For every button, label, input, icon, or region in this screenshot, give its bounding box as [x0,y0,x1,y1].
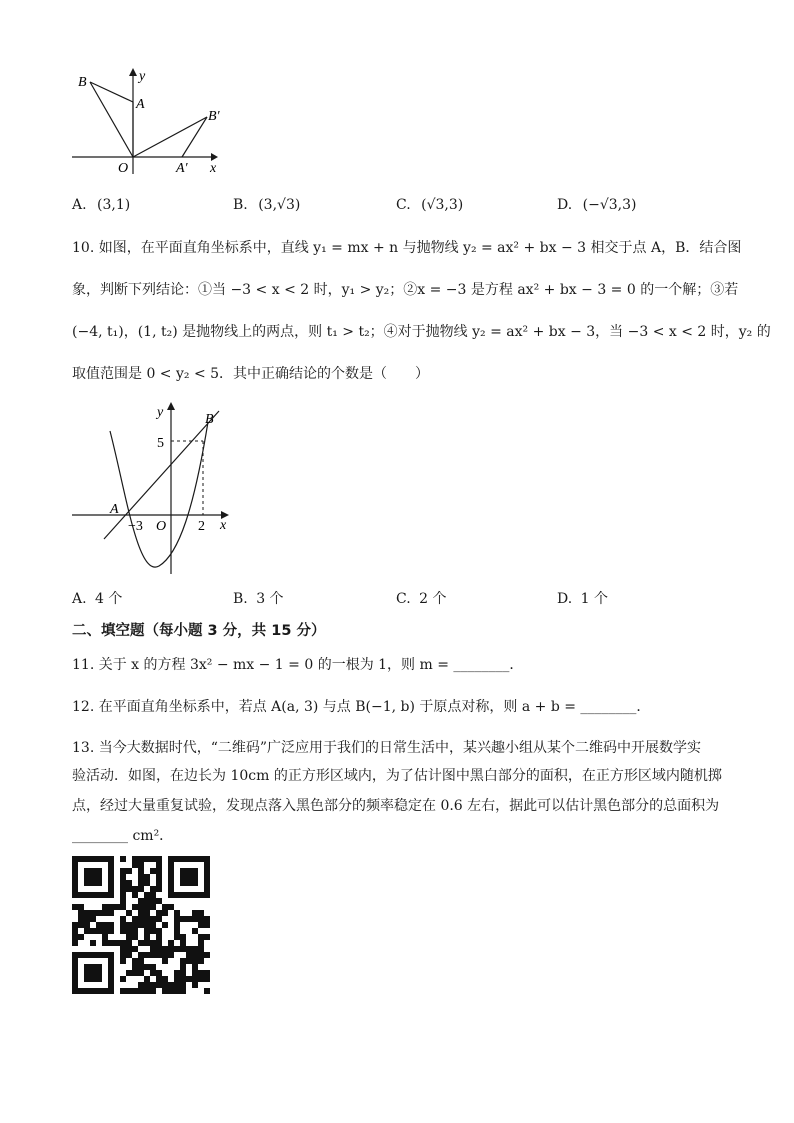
figure-q10 [66,398,246,578]
q9-option-c: C. (√3,3) [396,197,464,213]
label-B: B [205,412,214,427]
q10-line-3: (−4, t₁)，(1, t₂) 是抛物线上的两点，则 t₁ > t₂；④对于抛物线 y₂ = ax² + bx − 3，当 −3 < x < 2 时，y₂ 的 [72,324,771,340]
label-O: O [156,519,167,534]
label-minus-3: −3 [128,519,143,534]
label-A-prime: A′ [176,161,188,176]
label-B: B [78,75,87,90]
q10-option-c: C. 2 个 [396,591,447,607]
figure-q9 [66,64,226,178]
label-A: A [136,97,145,112]
section-heading: 二、填空题（每小题 3 分，共 15 分） [72,623,326,639]
q13-line-1: 13. 当今大数据时代，“二维码”广泛应用于我们的日常生活中，某兴趣小组从某个二维码中开展数学实 [72,740,702,756]
q13-line-3: 点，经过大量重复试验，发现点落入黑色部分的频率稳定在 0.6 左右，据此可以估计黑色部分的总面积为 [72,798,720,814]
q10-line-1: 10. 如图，在平面直角坐标系中，直线 y₁ = mx + n 与抛物线 y₂ = ax² + bx − 3 相交于点 A，B．结合图 [72,240,742,256]
q10-option-b: B. 3 个 [233,591,284,607]
q10-line-2: 象，判断下列结论：①当 −3 < x < 2 时，y₁ > y₂；②x = −3 是方程 ax² + bx − 3 = 0 的一个解；③若 [72,282,739,298]
q9-option-d: D. (−√3,3) [557,197,637,213]
label-A: A [110,502,119,517]
q10-option-a: A. 4 个 [72,591,123,607]
q13-line-2: 验活动．如图，在边长为 10cm 的正方形区域内，为了估计图中黑白部分的面积，在正方形区域内随机掷 [72,768,722,784]
q13-line-4: ________ cm²． [72,828,174,844]
label-B-prime: B′ [208,109,220,124]
label-O: O [118,161,129,176]
label-y: y [139,69,146,84]
label-y: y [157,405,164,420]
qr-code-image [72,856,210,994]
q12: 12. 在平面直角坐标系中，若点 A(a, 3) 与点 B(−1, b) 于原点对称，则 a + b = ________． [72,699,651,715]
q9-option-a: A. (3,1) [72,197,131,213]
q10-option-d: D. 1 个 [557,591,608,607]
q11: 11. 关于 x 的方程 3x² − mx − 1 = 0 的一根为 1，则 m = ________． [72,657,524,673]
q9-option-b: B. (3,√3) [233,197,301,213]
label-2: 2 [198,519,205,534]
q10-line-4: 取值范围是 0 < y₂ < 5．其中正确结论的个数是（ ） [72,366,430,382]
label-x: x [220,518,227,533]
label-5: 5 [157,436,164,451]
label-x: x [210,161,217,176]
